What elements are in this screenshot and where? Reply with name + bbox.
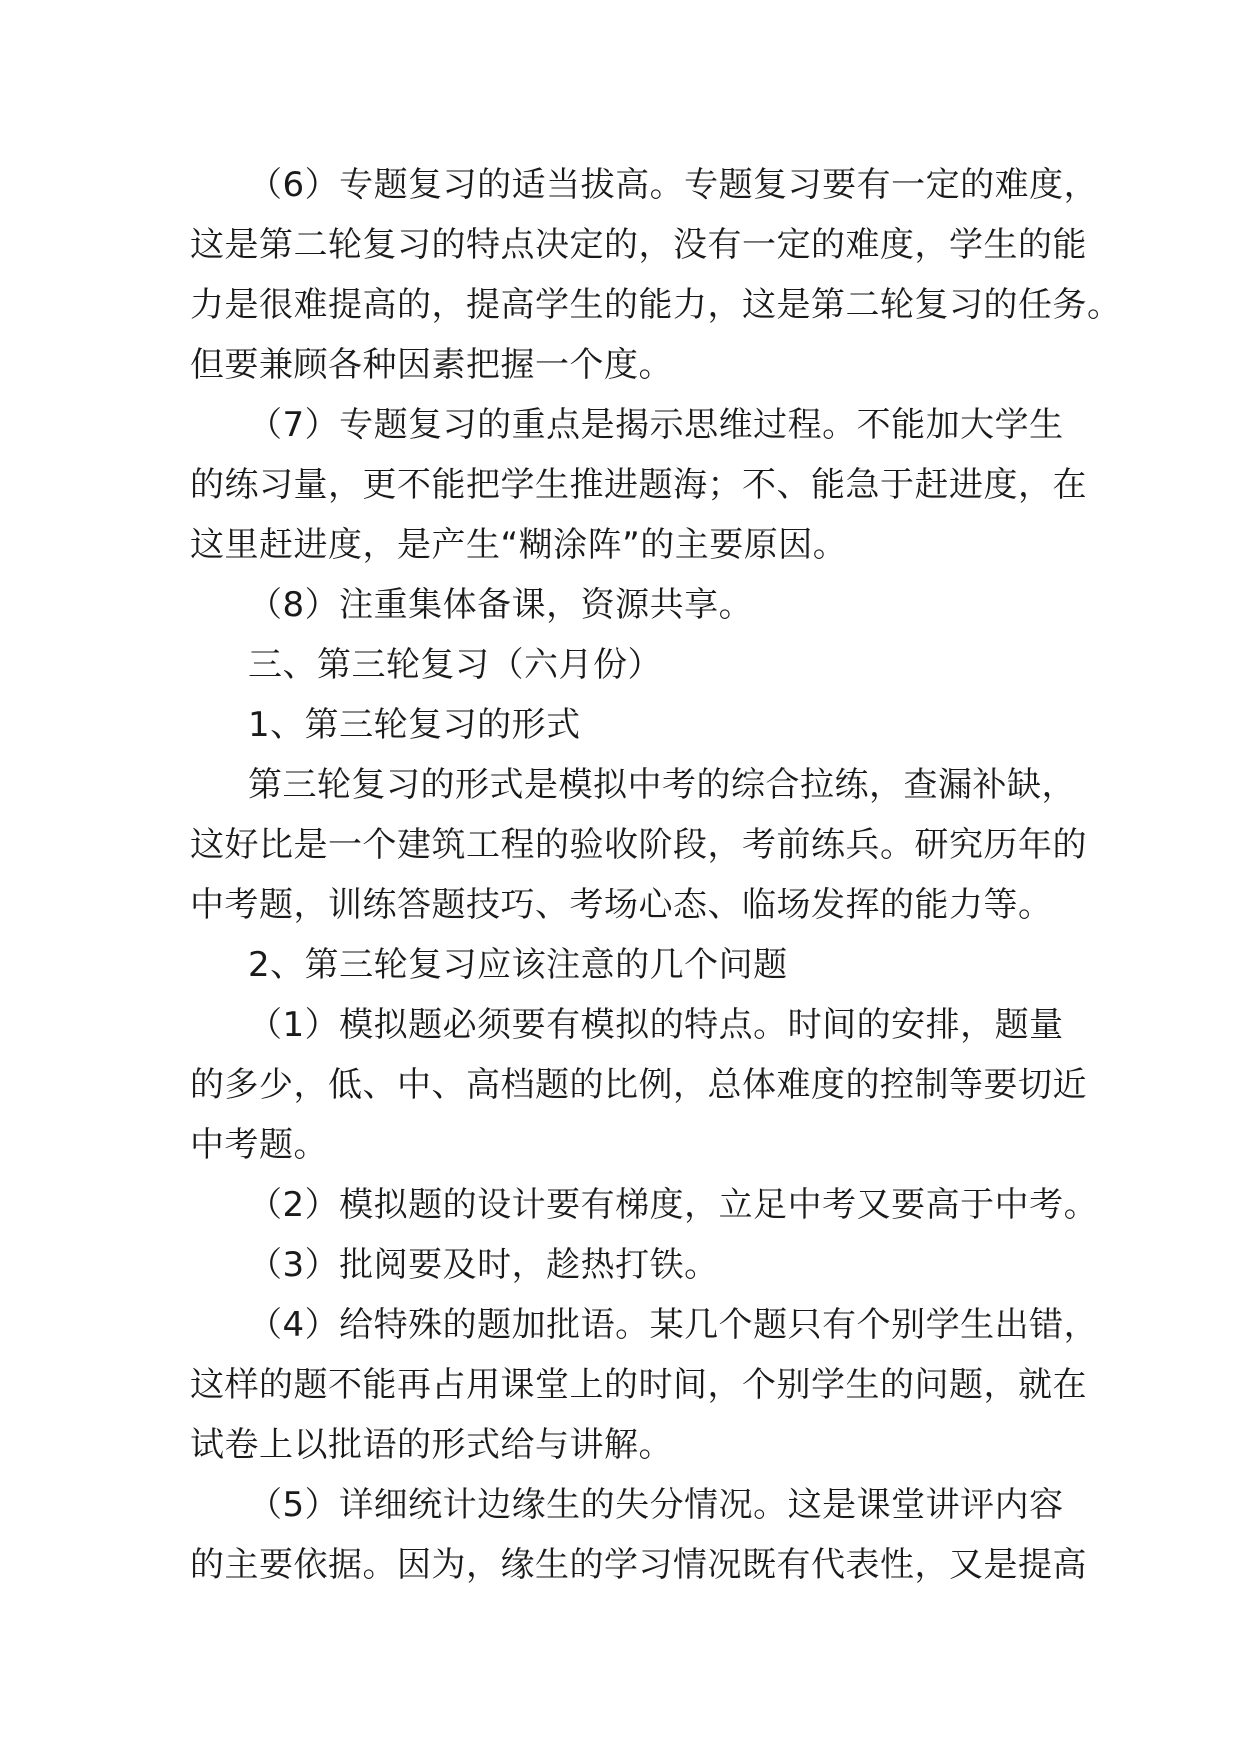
text-line: 这是第二轮复习的特点决定的，没有一定的难度，学生的能: [190, 225, 1087, 265]
text-line: （6）专题复习的适当拔高。专题复习要有一定的难度，: [248, 165, 1099, 205]
text-line: 的练习量，更不能把学生推进题海；不、能急于赶进度，在: [190, 465, 1087, 505]
text-line: （3）批阅要及时，趁热打铁。: [248, 1245, 719, 1285]
text-line: 这样的题不能再占用课堂上的时间，个别学生的问题，就在: [190, 1365, 1087, 1405]
text-line: 这好比是一个建筑工程的验收阶段，考前练兵。研究历年的: [190, 825, 1087, 865]
text-line: （1）模拟题必须要有模拟的特点。时间的安排，题量: [248, 1005, 1064, 1045]
text-line: 第三轮复习的形式是模拟中考的综合拉练，查漏补缺，: [248, 765, 1076, 805]
text-line: 但要兼顾各种因素把握一个度。: [190, 345, 673, 385]
text-line: 试卷上以批语的形式给与讲解。: [190, 1425, 673, 1465]
text-line: 力是很难提高的，提高学生的能力，这是第二轮复习的任务。: [190, 285, 1122, 325]
subsection-heading: 2、第三轮复习应该注意的几个问题: [248, 945, 788, 985]
text-line: 的多少，低、中、高档题的比例，总体难度的控制等要切近: [190, 1065, 1087, 1105]
text-line: （4）给特殊的题加批语。某几个题只有个别学生出错，: [248, 1305, 1099, 1345]
subsection-heading: 1、第三轮复习的形式: [248, 705, 581, 745]
text-line: 中考题，训练答题技巧、考场心态、临场发挥的能力等。: [190, 885, 1053, 925]
text-line: （5）详细统计边缘生的失分情况。这是课堂讲评内容: [248, 1485, 1064, 1525]
text-line: （8）注重集体备课，资源共享。: [248, 585, 754, 625]
text-line: （2）模拟题的设计要有梯度，立足中考又要高于中考。: [248, 1185, 1099, 1225]
text-line: （7）专题复习的重点是揭示思维过程。不能加大学生: [248, 405, 1064, 445]
text-line: 的主要依据。因为，缘生的学习情况既有代表性，又是提高: [190, 1545, 1087, 1585]
text-line: 这里赶进度，是产生“糊涂阵”的主要原因。: [190, 525, 848, 565]
section-heading: 三、第三轮复习（六月份）: [248, 645, 662, 685]
text-line: 中考题。: [190, 1125, 328, 1165]
